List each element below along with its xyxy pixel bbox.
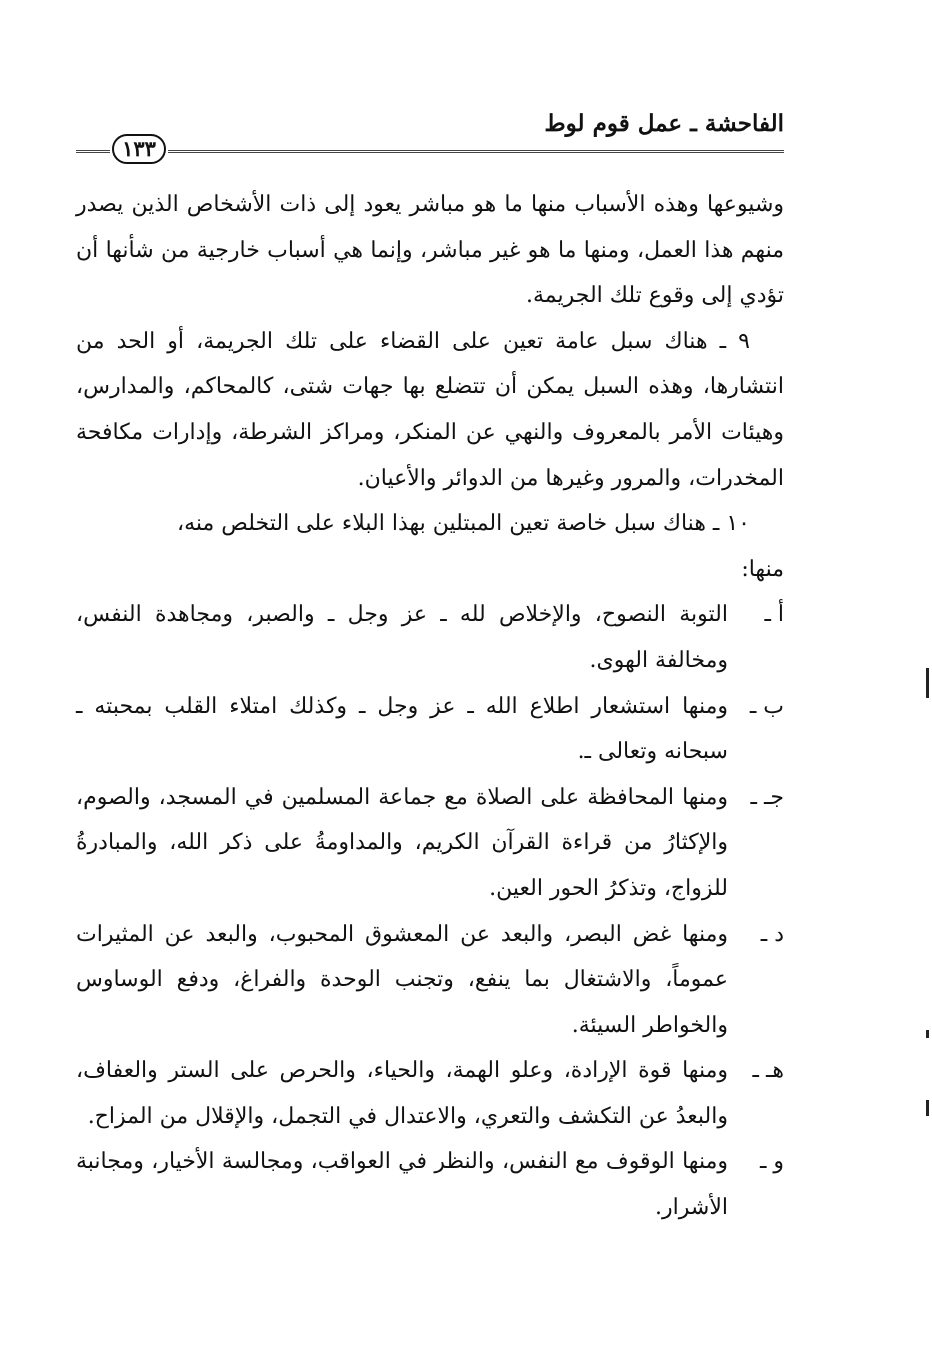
- page-header: [76, 110, 784, 170]
- header-rule-left: [76, 150, 110, 153]
- running-title: الفاحشة ـ عمل قوم لوط: [544, 110, 784, 137]
- list-item-text: ومنها غض البصر، والبعد عن المعشوق المحبوب، والبعد عن المثيرات عموماً، والاشتغال بما ينفع، وتجنب الوحدة والفراغ، ودفع الوساوس والخواطر السيئة.: [76, 921, 728, 1038]
- list-item-text: ومنها استشعار اطلاع الله ـ عز وجل ـ وكذلك امتلاء القلب بمحبته ـ سبحانه وتعالى ـ.: [76, 693, 728, 765]
- list-item-text: ومنها المحافظة على الصلاة مع جماعة المسلمين في المسجد، والصوم، والإكثارُ من قراءة القرآن الكريم، والمداومةُ على ذكر الله، والمبادرةُ للزواج، وتذكرُ الحور العين.: [76, 784, 728, 901]
- page-number: ١٣٣: [112, 134, 166, 164]
- point-10-paragraph: ١٠ ـ هناك سبل خاصة تعين المبتلين بهذا البلاء على التخلص منه،: [176, 511, 750, 537]
- list-item-ba: [76, 684, 784, 775]
- list-item-label: هـ ـ: [752, 1058, 784, 1084]
- scan-margin-mark-middle: [926, 1030, 929, 1038]
- list-item-dal: [76, 912, 784, 1049]
- point-10-continuation: منها:: [741, 556, 784, 582]
- list-item-label: و ـ: [759, 1149, 784, 1175]
- page-body: [76, 182, 784, 1231]
- list-item-text: ومنها قوة الإرادة، وعلو الهمة، والحياء، والحرص على الستر والعفاف، والبعدُ عن التكشف والتعري، والاعتدال في التجمل، والإقلال من المزاح.: [76, 1058, 728, 1129]
- list-item-ha: [76, 1048, 784, 1139]
- list-item-waw: [76, 1139, 784, 1230]
- list-item-text: التوبة النصوح، والإخلاص لله ـ عز وجل ـ والصبر، ومجاهدة النفس، ومخالفة الهوى.: [76, 602, 728, 673]
- list-item-label: جـ ـ: [750, 784, 784, 810]
- list-item-jim: [76, 775, 784, 912]
- scan-margin-mark-bottom: [926, 1100, 929, 1116]
- list-item-label: ب ـ: [749, 693, 784, 719]
- list-item-alif: [76, 592, 784, 683]
- list-item-label: د ـ: [760, 921, 784, 947]
- list-item-label: أ ـ: [764, 602, 784, 628]
- list-item-text: ومنها الوقوف مع النفس، والنظر في العواقب، ومجالسة الأخيار، ومجانبة الأشرار.: [76, 1149, 728, 1221]
- intro-paragraph: وشيوعها وهذه الأسباب منها ما هو مباشر يعود إلى ذات الأشخاص الذين يصدر منهم هذا العمل، ومنها ما هو غير مباشر، وإنما هي أسباب خارجية من شأنها أن تؤدي إلى وقوع تلك الجريمة.: [76, 192, 784, 309]
- scan-margin-mark-top: [926, 668, 929, 698]
- header-rule-right: [168, 150, 784, 153]
- point-9-paragraph: ٩ ـ هناك سبل عامة تعين على القضاء على تلك الجريمة، أو الحد من انتشارها، وهذه السبل يمكن أن تتضلع بها جهات شتى، كالمحاكم، والمدارس، وهيئات الأمر بالمعروف والنهي عن المنكر، ومراكز الشرطة، وإدارات مكافحة المخدرات، والمرور وغيرها من الدوائر والأعيان.: [76, 328, 784, 491]
